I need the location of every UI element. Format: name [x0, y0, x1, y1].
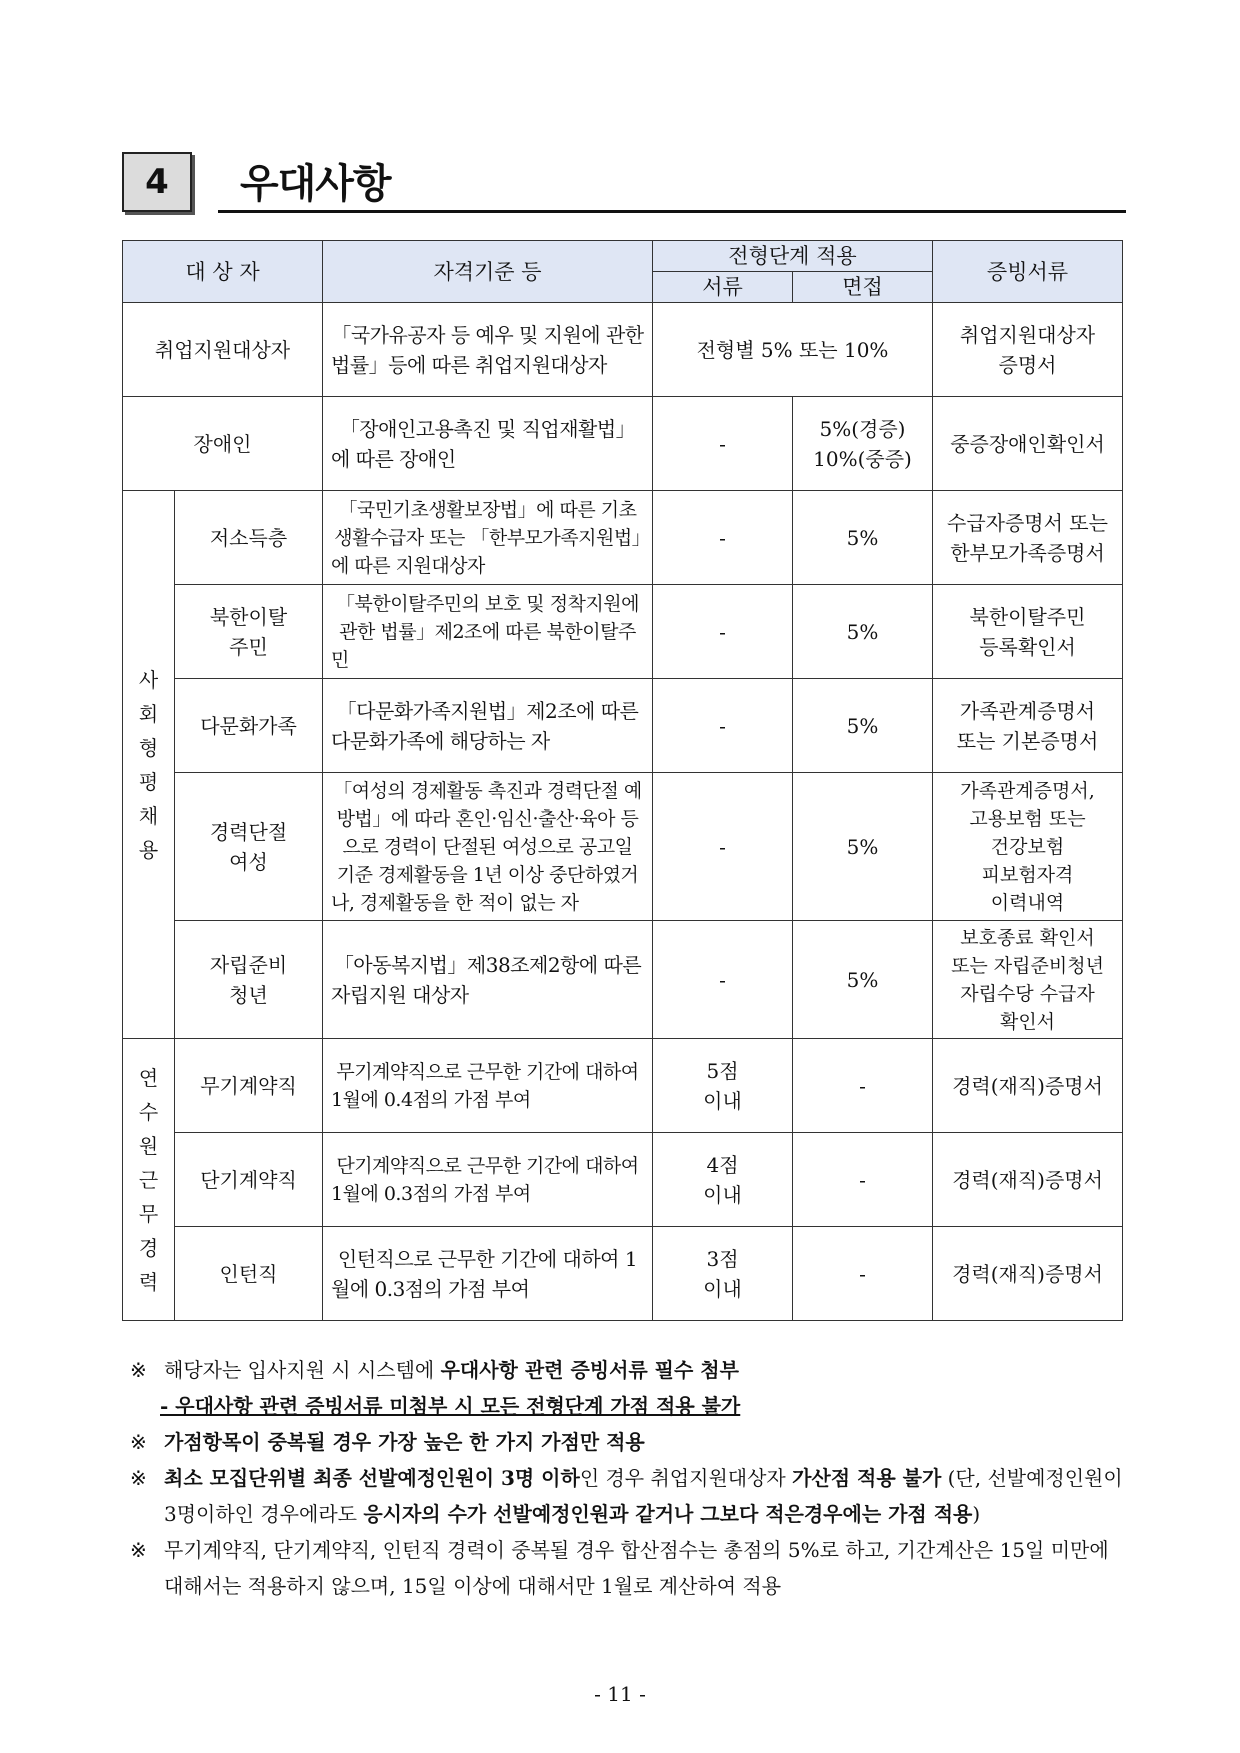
docs-line: 이력내역: [990, 891, 1065, 914]
note-emphasis: 우대사항 관련 증빙서류 필수 첨부: [440, 1358, 739, 1382]
target-cell: 다문화가족: [175, 679, 323, 773]
table-row: [123, 773, 1123, 921]
points-line: 이내: [703, 1088, 742, 1113]
qualification-cell: 「북한이탈주민의 보호 및 정착지원에 관한 법률」제2조에 따른 북한이탈주민: [323, 585, 653, 679]
note-item: [130, 1532, 1130, 1604]
header-stage-doc: 서류: [653, 272, 793, 303]
section-number: 4: [122, 152, 192, 212]
group-char: 수: [138, 1099, 159, 1124]
group-char: 연: [138, 1065, 159, 1090]
docs-line: 건강보험: [990, 835, 1065, 858]
table-row: [123, 921, 1123, 1039]
group-char: 평: [138, 769, 159, 794]
table-row: [123, 679, 1123, 773]
docs-line: 자립수당 수급자: [960, 982, 1095, 1005]
table-row: [123, 303, 1123, 397]
docs-cell: 중증장애인확인서: [933, 397, 1123, 491]
table-row: [123, 585, 1123, 679]
interview-stage-cell: -: [793, 1133, 933, 1227]
note-item: [130, 1352, 1130, 1388]
interview-stage-cell: [793, 397, 933, 491]
group-char: 무: [138, 1201, 159, 1226]
docs-cell: [933, 491, 1123, 585]
note-text-part: (단, 선발예정인원이 3명이하인 경우에라도: [164, 1466, 1123, 1526]
group-char: 근: [138, 1167, 159, 1192]
group-char: 력: [138, 1269, 159, 1294]
qualification-cell: 「아동복지법」제38조제2항에 따른 자립지원 대상자: [323, 921, 653, 1039]
note-underlined: - 우대사항 관련 증빙서류 미첨부 시 모든 전형단계 가점 적용 불가: [160, 1394, 741, 1418]
docs-cell: [933, 585, 1123, 679]
group-char: 형: [138, 735, 159, 760]
qualification-cell: 「국민기초생활보장법」에 따른 기초생활수급자 또는 「한부모가족지원법」에 따른 지원대상자: [323, 491, 653, 585]
note-emphasis: 가산점 적용 불가: [792, 1466, 942, 1490]
reference-mark: ※: [130, 1430, 147, 1454]
reference-mark: ※: [130, 1358, 147, 1382]
target-cell: 저소득층: [175, 491, 323, 585]
doc-stage-cell: [653, 1133, 793, 1227]
note-text-part: ): [972, 1502, 981, 1526]
points-line: 4점: [706, 1152, 739, 1177]
note-text: 무기계약직, 단기계약직, 인턴직 경력이 중복될 경우 합산점수는 총점의 5%로 하고, 기간계산은 15일 미만에 대해서는 적용하지 않으며, 15일 이상에 대해서만 1월로 계산하여 적용: [164, 1538, 1109, 1598]
note-emphasis: 응시자의 수가 선발예정인원과 같거나 그보다 적은경우에는 가점 적용: [363, 1502, 973, 1526]
note-text-part: 해당자는 입사지원 시 시스템에: [164, 1358, 441, 1382]
note-text: 가점항목이 중복될 경우 가장 높은 한 가지 가점만 적용: [164, 1430, 645, 1454]
target-cell: [175, 921, 323, 1039]
doc-stage-cell: -: [653, 585, 793, 679]
interview-line: 5%(경증): [819, 416, 906, 441]
section-title: 우대사항: [240, 160, 391, 207]
table-row: [123, 491, 1123, 585]
docs-cell: [933, 921, 1123, 1039]
target-cell: 단기계약직: [175, 1133, 323, 1227]
docs-line: 한부모가족증명서: [950, 540, 1105, 565]
note-emphasis: 최소 모집단위별 최종 선발예정인원이 3명 이하: [164, 1466, 580, 1490]
doc-stage-cell: -: [653, 491, 793, 585]
preference-table: [122, 240, 1123, 1321]
points-line: 3점: [706, 1246, 739, 1271]
target-cell: 취업지원대상자: [123, 303, 323, 397]
header-stage-group: 전형단계 적용: [653, 241, 933, 272]
docs-line: 취업지원대상자: [959, 322, 1096, 347]
docs-line: 증명서: [998, 352, 1057, 377]
target-line: 북한이탈: [209, 604, 288, 629]
docs-line: 피보험자격: [981, 863, 1074, 886]
interview-stage-cell: 5%: [793, 773, 933, 921]
points-line: 이내: [703, 1182, 742, 1207]
qualification-cell: 「여성의 경제활동 촉진과 경력단절 예방법」에 따라 혼인·임신·출산·육아 등으로 경력이 단절된 여성으로 공고일 기준 경제활동을 1년 이상 중단하였거나, 경제활동을 한 적이 없는 자: [323, 773, 653, 921]
header-target: 대 상 자: [123, 241, 323, 303]
target-cell: 인턴직: [175, 1227, 323, 1321]
note-text: [164, 1352, 1130, 1388]
docs-cell: 경력(재직)증명서: [933, 1039, 1123, 1133]
target-cell: [175, 773, 323, 921]
docs-line: 보호종료 확인서: [960, 926, 1095, 949]
target-cell: [175, 585, 323, 679]
note-item: [130, 1460, 1130, 1532]
target-line: 여성: [229, 849, 268, 874]
qualification-cell: 「국가유공자 등 예우 및 지원에 관한 법률」등에 따른 취업지원대상자: [323, 303, 653, 397]
qualification-cell: 「장애인고용촉진 및 직업재활법」에 따른 장애인: [323, 397, 653, 491]
group-char: 회: [138, 701, 159, 726]
docs-line: 고용보험 또는: [969, 807, 1086, 830]
interview-stage-cell: -: [793, 1039, 933, 1133]
points-line: 5점: [706, 1058, 739, 1083]
target-line: 주민: [229, 634, 268, 659]
docs-line: 북한이탈주민: [969, 604, 1086, 629]
doc-stage-cell: -: [653, 921, 793, 1039]
group-char: 경: [138, 1235, 159, 1260]
doc-stage-cell: [653, 1039, 793, 1133]
table-row: [123, 1227, 1123, 1321]
group-char: 사: [138, 667, 159, 692]
note-text-part: 인 경우 취업지원대상자: [579, 1466, 793, 1490]
table-row: [123, 1039, 1123, 1133]
interview-stage-cell: -: [793, 1227, 933, 1321]
docs-line: 가족관계증명서: [959, 698, 1096, 723]
reference-mark: ※: [130, 1466, 147, 1490]
target-line: 자립준비: [209, 952, 288, 977]
section-header: [122, 152, 1122, 214]
docs-line: 확인서: [999, 1010, 1056, 1033]
qualification-cell: 「다문화가족지원법」제2조에 따른 다문화가족에 해당하는 자: [323, 679, 653, 773]
header-stage-interview: 면접: [793, 272, 933, 303]
table-row: [123, 397, 1123, 491]
social-equity-group-label: [123, 491, 175, 1039]
points-line: 이내: [703, 1276, 742, 1301]
group-char: 원: [138, 1133, 159, 1158]
docs-line: 가족관계증명서,: [960, 779, 1095, 802]
doc-stage-cell: -: [653, 397, 793, 491]
notes: [130, 1352, 1130, 1604]
target-cell: 무기계약직: [175, 1039, 323, 1133]
docs-line: 또는 기본증명서: [956, 728, 1099, 753]
docs-cell: [933, 773, 1123, 921]
interview-stage-cell: 5%: [793, 585, 933, 679]
note-item: [130, 1424, 1130, 1460]
target-line: 청년: [229, 982, 268, 1007]
docs-cell: [933, 679, 1123, 773]
group-char: 용: [138, 837, 159, 862]
target-cell: 장애인: [123, 397, 323, 491]
section-divider: [218, 210, 1126, 213]
page-number: - 11 -: [594, 1682, 646, 1706]
header-docs: 증빙서류: [933, 241, 1123, 303]
docs-cell: [933, 303, 1123, 397]
interview-stage-cell: 5%: [793, 921, 933, 1039]
table-row: [123, 1133, 1123, 1227]
note-text: [164, 1460, 1130, 1532]
target-line: 경력단절: [209, 819, 288, 844]
doc-stage-cell: -: [653, 679, 793, 773]
qualification-cell: 무기계약직으로 근무한 기간에 대하여 1월에 0.4점의 가점 부여: [323, 1039, 653, 1133]
stage-cell: 전형별 5% 또는 10%: [653, 303, 933, 397]
header-qualification: 자격기준 등: [323, 241, 653, 303]
docs-line: 수급자증명서 또는: [947, 510, 1108, 535]
docs-cell: 경력(재직)증명서: [933, 1133, 1123, 1227]
note-subitem: [130, 1388, 1130, 1424]
docs-line: 등록확인서: [979, 634, 1076, 659]
doc-stage-cell: -: [653, 773, 793, 921]
qualification-cell: 인턴직으로 근무한 기간에 대하여 1월에 0.3점의 가점 부여: [323, 1227, 653, 1321]
docs-cell: 경력(재직)증명서: [933, 1227, 1123, 1321]
reference-mark: ※: [130, 1538, 147, 1562]
interview-line: 10%(중증): [813, 446, 912, 471]
qualification-cell: 단기계약직으로 근무한 기간에 대하여 1월에 0.3점의 가점 부여: [323, 1133, 653, 1227]
group-char: 채: [138, 803, 159, 828]
interview-stage-cell: 5%: [793, 679, 933, 773]
docs-line: 또는 자립준비청년: [951, 954, 1104, 977]
intern-career-group-label: [123, 1039, 175, 1321]
doc-stage-cell: [653, 1227, 793, 1321]
interview-stage-cell: 5%: [793, 491, 933, 585]
